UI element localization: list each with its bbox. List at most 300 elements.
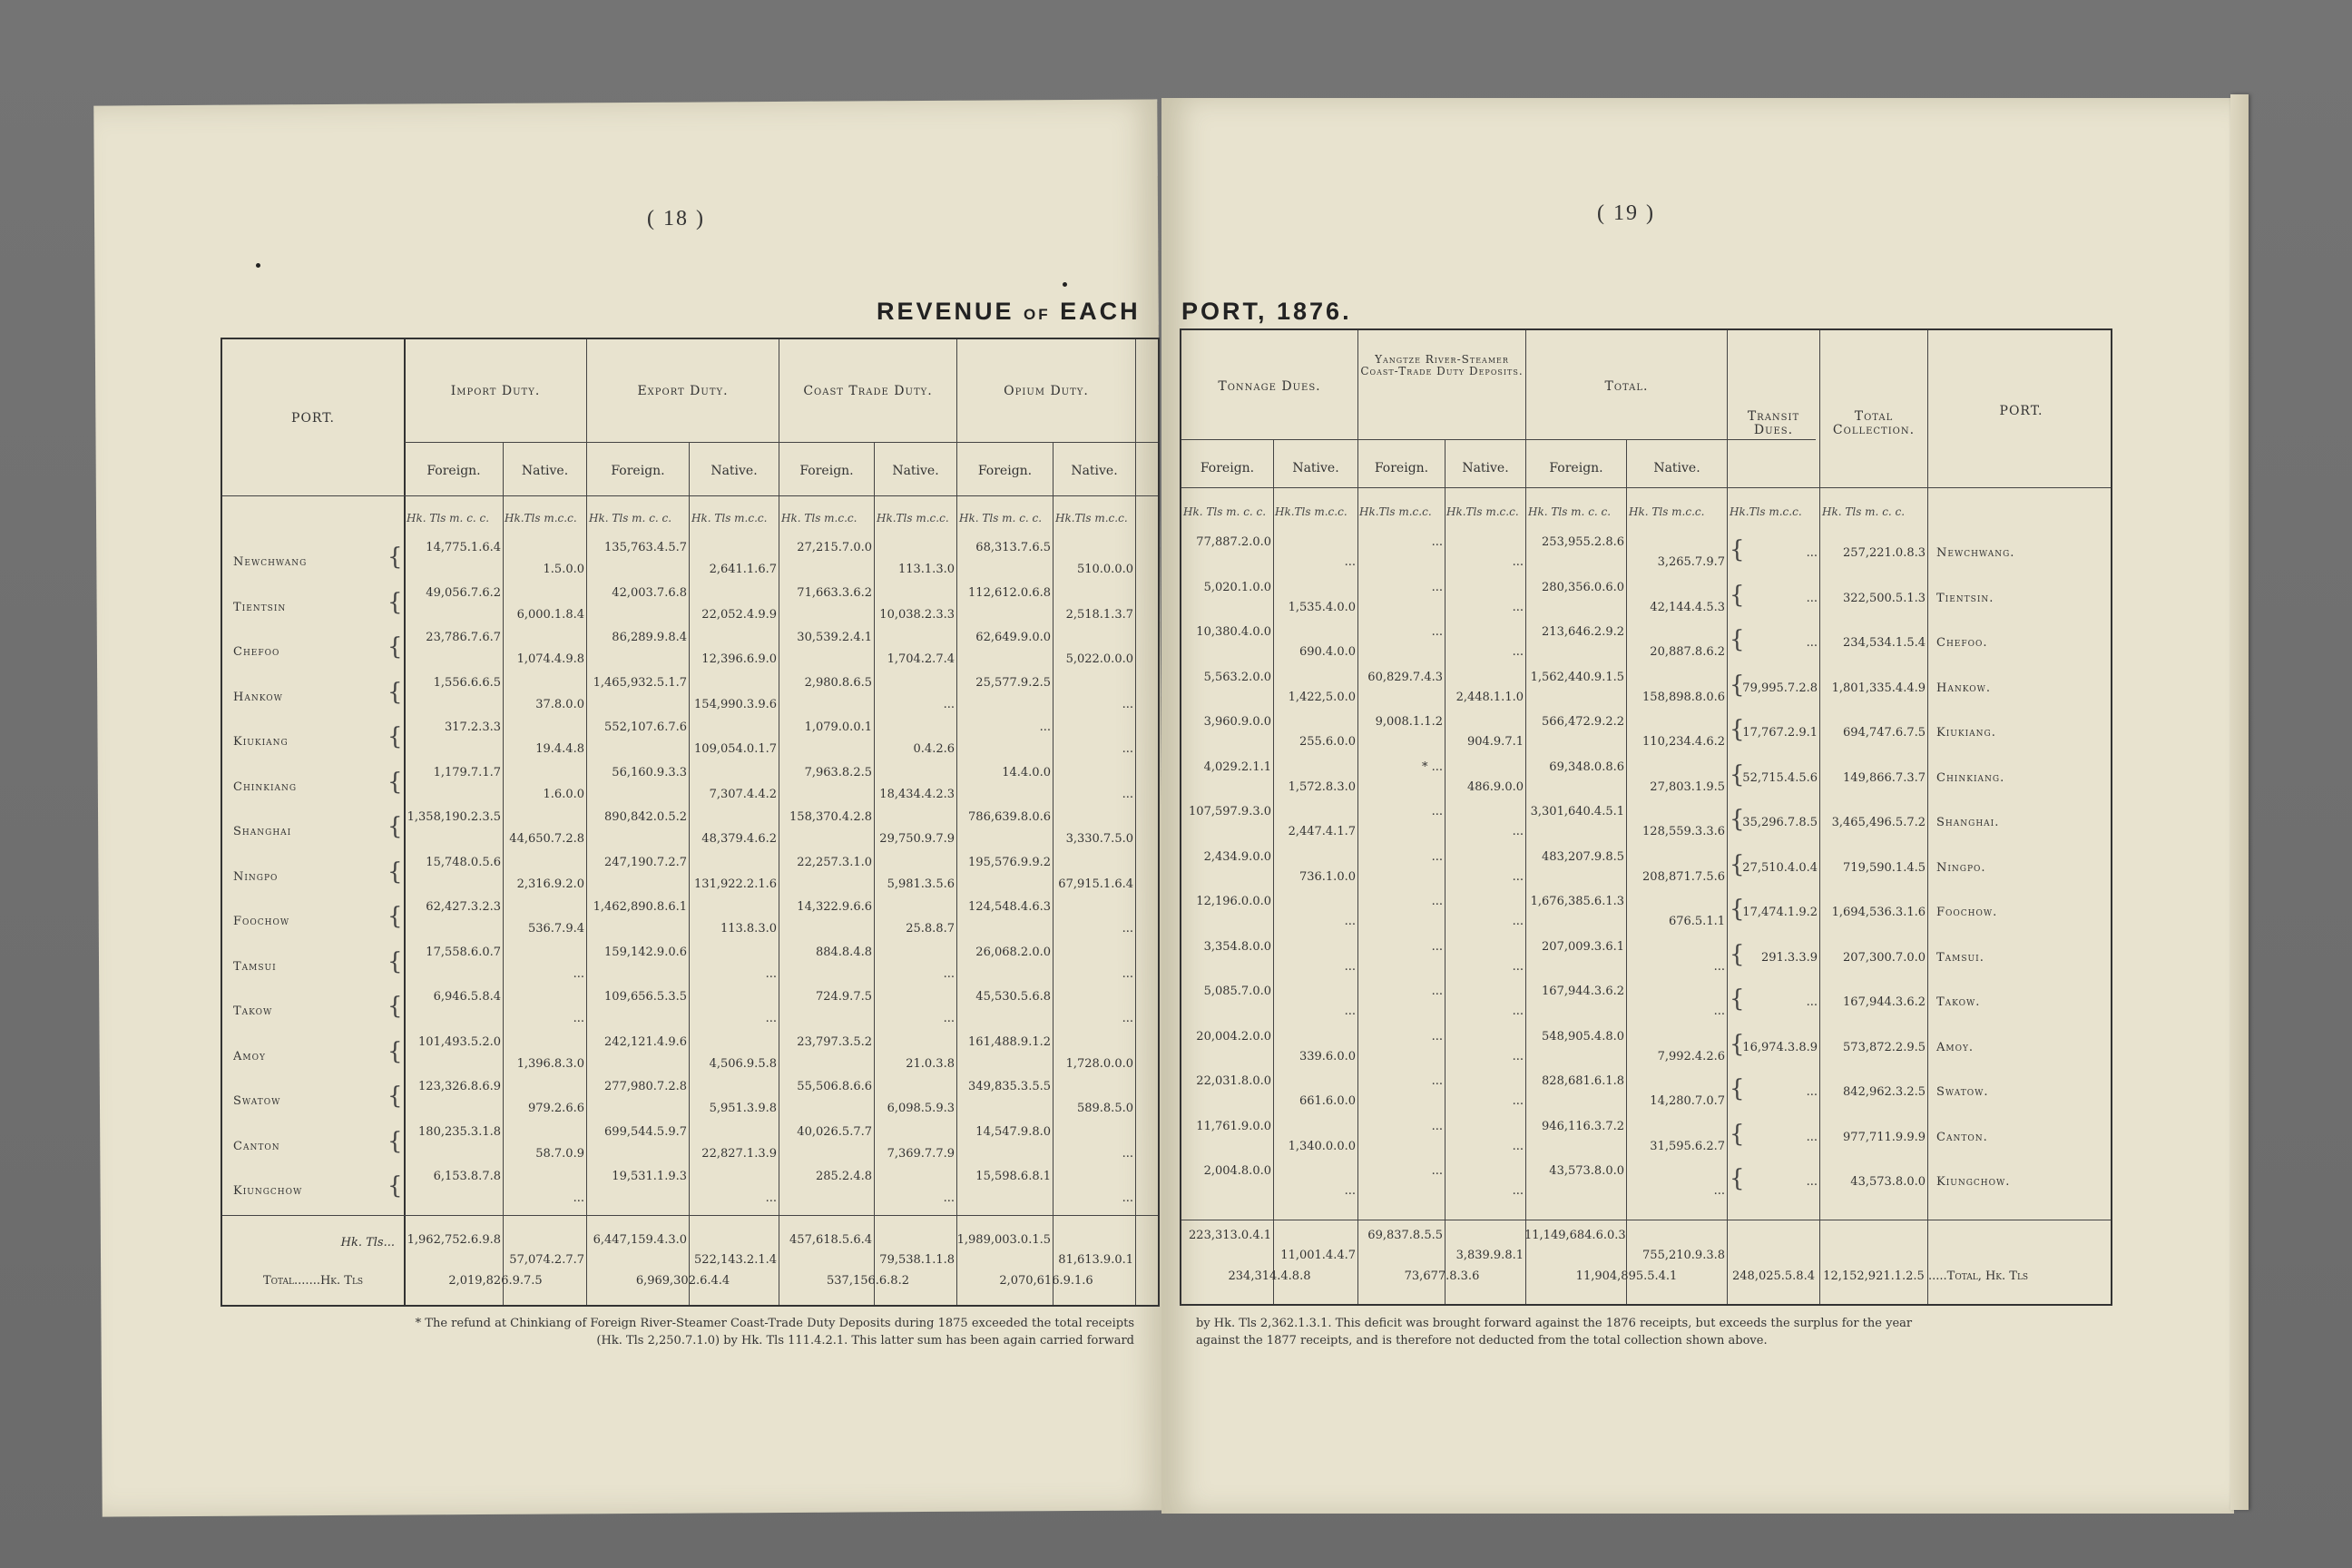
cell-value: 22,052.4.9.9 (701, 607, 777, 622)
cell-value: 161,488.9.1.2 (968, 1034, 1051, 1049)
row-brace: { (387, 678, 403, 706)
cell-value: 257,221.0.8.3 (1843, 546, 1926, 560)
cell-value: 4,506.9.5.8 (709, 1056, 777, 1071)
cell-value: 14,322.9.6.6 (797, 900, 872, 914)
cell-value: 4,029.2.1.1 (1203, 760, 1271, 774)
cell-value: 724.9.7.5 (815, 990, 872, 1004)
port-name: Canton (233, 1139, 280, 1153)
cell-value: ... (1431, 1164, 1443, 1178)
cell-value: ... (943, 966, 955, 981)
cell-value: 14,547.9.8.0 (975, 1124, 1051, 1139)
sub-yangtze-native: Native. (1462, 461, 1509, 475)
header-port-right: PORT. (1999, 404, 2043, 418)
cell-value: 552,107.6.7.6 (604, 720, 687, 734)
cell-value: 676.5.1.1 (1668, 915, 1725, 928)
header-import-duty: Import Duty. (450, 384, 541, 398)
port-name: Tamsui (233, 959, 277, 974)
port-name: Amoy. (1936, 1040, 1975, 1054)
cell-value: 234,534.1.5.4 (1843, 636, 1926, 650)
cell-value: 573,872.2.9.5 (1843, 1040, 1926, 1054)
port-name: Chefoo (233, 645, 280, 659)
cell-value: 1,422,5.0.0 (1288, 690, 1356, 704)
title-right: PORT, 1876. (1181, 298, 1352, 325)
cell-value: 1.5.0.0 (543, 563, 584, 576)
port-name: Canton. (1936, 1130, 1988, 1144)
cell-value: ... (765, 966, 777, 981)
cell-value: 242,121.4.9.6 (604, 1034, 687, 1049)
cell-value: 9,008.1.1.2 (1375, 715, 1443, 729)
cell-value: ... (1122, 787, 1133, 801)
cell-value: 339.6.0.0 (1298, 1049, 1356, 1063)
cell-value: 22,827.1.3.9 (701, 1146, 777, 1161)
title-word-each: EACH (1060, 298, 1141, 325)
cell-value: 2,004.8.0.0 (1203, 1164, 1271, 1178)
grand-total-value: 537,156.6.8.2 (827, 1274, 909, 1288)
cell-value: 113.8.3.0 (720, 922, 777, 936)
cell-value: 149,866.7.3.7 (1843, 770, 1926, 785)
cell-value: 1,340.0.0.0 (1288, 1139, 1356, 1153)
cell-value: ... (573, 1191, 584, 1205)
unit-label: Hk.Tls m.c.c. (1055, 512, 1128, 524)
cell-value: 7,369.7.7.9 (887, 1146, 955, 1161)
cell-value: 1,728.0.0.0 (1065, 1056, 1133, 1071)
cell-value: ... (1344, 1184, 1356, 1198)
cell-value: 2,316.9.2.0 (516, 877, 584, 891)
cell-value: 23,786.7.6.7 (426, 631, 501, 644)
left-page-number: ( 18 ) (647, 207, 705, 230)
cell-value: 25,577.9.2.5 (975, 675, 1051, 690)
port-name: Ningpo. (1936, 860, 1986, 875)
cell-value: 17,474.1.9.2 (1742, 906, 1818, 919)
cell-value: 19.4.4.8 (535, 742, 584, 756)
cell-value: 48,379.4.6.2 (701, 832, 777, 846)
cell-value: 49,056.7.6.2 (426, 585, 501, 600)
hk-total-value: 522,143.2.1.4 (694, 1253, 777, 1267)
cell-value: ... (1431, 985, 1443, 998)
port-name: Kiungchow. (1936, 1175, 2011, 1189)
sub-export-foreign: Foreign. (611, 464, 665, 478)
row-brace: { (1730, 716, 1745, 743)
cell-value: 10,038.2.3.3 (879, 607, 955, 622)
total-label: Total.......Hk. Tls (263, 1274, 364, 1288)
cell-value: 16,974.3.8.9 (1742, 1040, 1818, 1054)
hk-total-value: 69,837.8.5.5 (1367, 1229, 1443, 1242)
cell-value: 12,396.6.9.0 (701, 652, 777, 666)
cell-value: 1,465,932.5.1.7 (593, 675, 687, 690)
cell-value: * ... (1421, 760, 1443, 774)
cell-value: 536.7.9.4 (527, 922, 584, 936)
cell-value: 30,539.2.4.1 (797, 631, 872, 644)
header-total: Total. (1604, 379, 1649, 394)
cell-value: ... (1512, 869, 1524, 884)
cell-value: 14,280.7.0.7 (1650, 1094, 1725, 1108)
hk-total-value: 79,538.1.1.8 (879, 1253, 955, 1267)
cell-value: ... (573, 1012, 584, 1025)
cell-value: ... (1512, 555, 1524, 569)
cell-value: 979.2.6.6 (527, 1102, 584, 1115)
row-brace: { (387, 993, 403, 1020)
row-brace: { (1730, 760, 1745, 789)
cell-value: 195,576.9.9.2 (968, 855, 1051, 869)
page-stack-edge (2230, 94, 2249, 1510)
cell-value: 7,992.4.2.6 (1657, 1049, 1725, 1063)
title-word-of: OF (1024, 306, 1051, 323)
port-name: Tientsin. (1936, 591, 1994, 605)
cell-value: ... (1806, 995, 1818, 1009)
cell-value: 135,763.4.5.7 (604, 541, 687, 554)
cell-value: ... (1122, 1012, 1133, 1025)
sub-export-native: Native. (710, 464, 758, 478)
cell-value: ... (1431, 805, 1443, 818)
cell-value: 6,098.5.9.3 (887, 1102, 955, 1115)
port-name: Newchwang. (1936, 546, 2015, 560)
cell-value: 42,003.7.6.8 (612, 585, 687, 600)
port-name: Swatow (233, 1094, 281, 1108)
cell-value: 107,597.9.3.0 (1189, 805, 1271, 818)
sub-coast-foreign: Foreign. (799, 464, 854, 478)
cell-value: 158,370.4.2.8 (789, 810, 872, 824)
cell-value: ... (1344, 1004, 1356, 1018)
cell-value: 113.1.3.0 (897, 563, 955, 576)
hk-total-value: 223,313.0.4.1 (1189, 1229, 1271, 1242)
hk-label: Hk. Tls... (340, 1236, 395, 1250)
cell-value: 19,531.1.9.3 (612, 1170, 687, 1183)
cell-value: 213,646.2.9.2 (1542, 625, 1624, 639)
unit-label: Hk. Tls m.c.c. (781, 512, 858, 524)
unit-label: Hk. Tls m.c.c. (691, 512, 768, 524)
row-brace: { (387, 723, 403, 750)
cell-value: 27,510.4.0.4 (1742, 860, 1818, 875)
cell-value: ... (943, 1012, 955, 1025)
unit-label: Hk. Tls m.c.c. (1629, 505, 1705, 518)
port-name: Ningpo (233, 869, 279, 884)
cell-value: 112,612.0.6.8 (968, 585, 1051, 600)
cell-value: 15,598.6.8.1 (975, 1170, 1051, 1183)
footnote-right (1196, 1316, 2013, 1350)
grand-total-value: 248,025.5.8.4 (1732, 1269, 1815, 1283)
cell-value: ... (1512, 915, 1524, 928)
port-name: Takow (233, 1004, 273, 1018)
cell-value: 124,548.4.6.3 (968, 900, 1051, 914)
row-brace: { (1730, 940, 1745, 968)
row-brace: { (1730, 1120, 1745, 1148)
hk-total-value: 57,074.2.7.7 (509, 1253, 584, 1267)
sub-coast-native: Native. (892, 464, 939, 478)
cell-value: 1,462,890.8.6.1 (593, 900, 687, 914)
cell-value: ... (1806, 1175, 1818, 1189)
sub-yangtze-foreign: Foreign. (1374, 461, 1429, 475)
cell-value: 247,190.7.2.7 (604, 855, 687, 869)
cell-value: ... (1431, 535, 1443, 549)
cell-value: 20,887.8.6.2 (1650, 645, 1725, 659)
header-yangtze-deposits: Yangtze River-Steamer Coast-Trade Duty Deposits. (1360, 353, 1524, 378)
ink-speck (1063, 282, 1067, 287)
cell-value: ... (1512, 600, 1524, 614)
cell-value: ... (1431, 580, 1443, 594)
cell-value: ... (765, 1012, 777, 1025)
cell-value: ... (1512, 1139, 1524, 1153)
row-brace: { (387, 1083, 403, 1110)
sub-tonnage-native: Native. (1292, 461, 1339, 475)
row-brace: { (387, 1127, 403, 1155)
port-name: Shanghai. (1936, 816, 2000, 829)
cell-value: 6,000.1.8.4 (516, 607, 584, 622)
row-brace: { (387, 1037, 403, 1065)
cell-value: 25.8.8.7 (906, 922, 955, 936)
cell-value: ... (1122, 922, 1133, 936)
cell-value: 977,711.9.9.9 (1843, 1130, 1926, 1144)
hk-total-value: 755,210.9.3.8 (1642, 1249, 1725, 1262)
cell-value: ... (1806, 1130, 1818, 1144)
cell-value: 253,955.2.8.6 (1542, 535, 1624, 549)
cell-value: ... (765, 1191, 777, 1205)
port-name: Foochow. (1936, 906, 1998, 919)
grand-total-value: 2,070,616.9.1.6 (999, 1274, 1093, 1288)
cell-value: 322,500.5.1.3 (1843, 591, 1926, 605)
row-brace: { (387, 1172, 403, 1200)
cell-value: 23,797.3.5.2 (797, 1034, 872, 1049)
cell-value: 22,257.3.1.0 (797, 855, 872, 869)
cell-value: 1,079.0.0.1 (804, 720, 872, 734)
left-revenue-table (220, 338, 1160, 1307)
row-brace: { (387, 544, 403, 571)
cell-value: 884.8.4.8 (815, 945, 872, 959)
cell-value: 158,898.8.0.6 (1642, 690, 1725, 704)
footnote-left-line-2: (Hk. Tls 2,250.7.1.0) by Hk. Tls 111.4.2.1. This latter sum has been again carried forward (596, 1333, 1134, 1348)
row-brace: { (1730, 1075, 1745, 1102)
cell-value: ... (1431, 895, 1443, 908)
cell-value: 68,313.7.6.5 (975, 541, 1051, 554)
cell-value: 349,835.3.5.5 (968, 1080, 1051, 1093)
cell-value: 131,922.2.1.6 (694, 877, 777, 891)
cell-value: ... (1512, 1004, 1524, 1018)
cell-value: 690.4.0.0 (1298, 645, 1356, 659)
cell-value: ... (1122, 742, 1133, 756)
row-brace: { (1730, 1030, 1745, 1058)
cell-value: 3,960.9.0.0 (1203, 715, 1271, 729)
cell-value: 2,448.1.1.0 (1455, 690, 1524, 704)
sub-tonnage-foreign: Foreign. (1200, 461, 1255, 475)
cell-value: ... (573, 966, 584, 981)
cell-value: ... (1122, 697, 1133, 711)
cell-value: 69,348.0.8.6 (1549, 760, 1624, 774)
cell-value: 55,506.8.6.6 (797, 1080, 872, 1093)
cell-value: ... (1806, 591, 1818, 605)
port-name: Hankow. (1936, 681, 1991, 695)
cell-value: 21.0.3.8 (906, 1056, 955, 1071)
cell-value: 207,300.7.0.0 (1843, 950, 1926, 965)
cell-value: 277,980.7.2.8 (604, 1080, 687, 1093)
ink-speck (256, 263, 260, 268)
cell-value: 285.2.4.8 (815, 1170, 872, 1183)
footnote-left (381, 1316, 1134, 1350)
cell-value: 17,558.6.0.7 (426, 945, 501, 959)
footnote-right-line-2: against the 1877 receipts, and is therefore not deducted from the total collection shown above. (1196, 1333, 1768, 1348)
port-name: Kiukiang. (1936, 726, 1996, 740)
cell-value: 3,354.8.0.0 (1203, 939, 1271, 954)
grand-total-value: 73,677.8.3.6 (1404, 1269, 1480, 1283)
row-brace: { (1730, 536, 1745, 564)
cell-value: 3,301,640.4.5.1 (1530, 805, 1624, 818)
grand-total-value: 12,152,921.1.2.5 (1823, 1269, 1925, 1283)
cell-value: 719,590.1.4.5 (1843, 860, 1926, 875)
cell-value: ... (1512, 1184, 1524, 1198)
title-left (877, 298, 1141, 326)
cell-value: ... (1512, 1094, 1524, 1108)
hk-total-value: 6,447,159.4.3.0 (593, 1233, 687, 1247)
cell-value: 62,649.9.0.0 (975, 631, 1051, 644)
cell-value: ... (1431, 1074, 1443, 1088)
cell-value: 67,915.1.6.4 (1058, 877, 1133, 891)
sub-total-foreign: Foreign. (1549, 461, 1603, 475)
cell-value: 110,234.4.6.2 (1642, 735, 1725, 749)
cell-value: 1,556.6.6.5 (433, 675, 501, 690)
cell-value: 58.7.0.9 (535, 1146, 584, 1161)
cell-value: 842,962.3.2.5 (1843, 1085, 1926, 1099)
cell-value: ... (1344, 959, 1356, 974)
unit-label: Hk.Tls m.c.c. (1730, 505, 1802, 518)
cell-value: 22,031.8.0.0 (1196, 1074, 1271, 1088)
cell-value: 20,004.2.0.0 (1196, 1029, 1271, 1044)
header-export-duty: Export Duty. (637, 384, 729, 398)
unit-label: Hk.Tls m.c.c. (1275, 505, 1348, 518)
unit-label: Hk. Tls m. c. c. (1528, 505, 1612, 518)
cell-value: 1,358,190.2.3.5 (407, 810, 501, 824)
cell-value: 26,068.2.0.0 (975, 945, 1051, 959)
sub-opium-native: Native. (1071, 464, 1118, 478)
cell-value: 280,356.0.6.0 (1542, 580, 1624, 594)
cell-value: 167,944.3.6.2 (1843, 995, 1926, 1009)
title-word-revenue: REVENUE (877, 298, 1014, 325)
cell-value: 43,573.8.0.0 (1850, 1175, 1926, 1189)
row-brace: { (387, 588, 403, 616)
cell-value: 2,641.1.6.7 (709, 563, 777, 576)
row-brace: { (387, 768, 403, 796)
cell-value: 6,946.5.8.4 (433, 990, 501, 1004)
unit-label: Hk. Tls m. c. c. (407, 512, 490, 524)
cell-value: 60,829.7.4.3 (1367, 670, 1443, 684)
cell-value: 27,803.1.9.5 (1650, 779, 1725, 794)
grand-total-value: 234,314.4.8.8 (1228, 1269, 1311, 1283)
port-name: Hankow (233, 690, 283, 704)
cell-value: ... (1344, 555, 1356, 569)
cell-value: ... (1344, 915, 1356, 928)
cell-value: 12,196.0.0.0 (1196, 895, 1271, 908)
cell-value: 10,380.4.0.0 (1196, 625, 1271, 639)
cell-value: 3,265.7.9.7 (1657, 555, 1725, 569)
cell-value: 904.9.7.1 (1466, 735, 1524, 749)
cell-value: 208,871.7.5.6 (1642, 869, 1725, 884)
unit-label: Hk.Tls m.c.c. (1359, 505, 1432, 518)
row-brace: { (1730, 850, 1745, 878)
sub-total-native: Native. (1653, 461, 1700, 475)
cell-value: 736.1.0.0 (1298, 869, 1356, 884)
cell-value: 1,074.4.9.8 (516, 652, 584, 666)
cell-value: 699,544.5.9.7 (604, 1124, 687, 1139)
row-brace: { (387, 633, 403, 661)
cell-value: 86,289.9.8.4 (612, 631, 687, 644)
cell-value: 890,842.0.5.2 (604, 810, 687, 824)
cell-value: 946,116.3.7.2 (1542, 1119, 1624, 1133)
cell-value: 1,562,440.9.1.5 (1530, 670, 1624, 684)
cell-value: 62,427.3.2.3 (426, 900, 501, 914)
cell-value: 101,493.5.2.0 (418, 1034, 501, 1049)
row-brace: { (387, 813, 403, 840)
cell-value: 317.2.3.3 (444, 720, 501, 734)
cell-value: 5,563.2.0.0 (1203, 670, 1271, 684)
unit-label: Hk. Tls m. c. c. (959, 512, 1043, 524)
cell-value: 1,179.7.1.7 (433, 765, 501, 779)
port-name: Chinkiang (233, 779, 298, 794)
cell-value: 548,905.4.8.0 (1542, 1029, 1624, 1044)
cell-value: ... (1806, 546, 1818, 560)
cell-value: ... (1431, 1029, 1443, 1044)
cell-value: 18,434.4.2.3 (879, 787, 955, 801)
hk-total-value: 457,618.5.6.4 (789, 1233, 872, 1247)
cell-value: ... (1713, 959, 1725, 974)
cell-value: 123,326.8.6.9 (418, 1080, 501, 1093)
grand-total-value: 11,904,895.5.4.1 (1575, 1269, 1678, 1283)
right-page-number: ( 19 ) (1597, 201, 1655, 225)
sub-import-native: Native. (521, 464, 569, 478)
port-name: Tamsui. (1936, 950, 1984, 965)
port-name: Kiukiang (233, 735, 289, 749)
cell-value: ... (943, 1191, 955, 1205)
cell-value: ... (1431, 849, 1443, 864)
cell-value: 45,530.5.6.8 (975, 990, 1051, 1004)
cell-value: 35,296.7.8.5 (1742, 816, 1818, 829)
total-label-right: .....Total, Hk. Tls (1928, 1269, 2029, 1283)
unit-label: Hk. Tls m. c. c. (1183, 505, 1267, 518)
cell-value: 7,963.8.2.5 (804, 765, 872, 779)
hk-total-value: 11,149,684.6.0.3 (1524, 1229, 1626, 1242)
cell-value: 694,747.6.7.5 (1843, 726, 1926, 740)
cell-value: ... (1713, 1184, 1725, 1198)
cell-value: 71,663.3.6.2 (797, 585, 872, 600)
cell-value: 1,801,335.4.4.9 (1831, 681, 1926, 695)
cell-value: ... (1431, 939, 1443, 954)
cell-value: 79,995.7.2.8 (1742, 681, 1818, 695)
cell-value: 486.9.0.0 (1466, 779, 1524, 794)
cell-value: ... (1806, 636, 1818, 650)
cell-value: 1.6.0.0 (543, 787, 584, 801)
cell-value: 42,144.4.5.3 (1650, 600, 1725, 614)
cell-value: 27,215.7.0.0 (797, 541, 872, 554)
header-total-collection: Total Collection. (1832, 409, 1916, 438)
port-name: Chinkiang. (1936, 770, 2005, 785)
row-brace: { (387, 903, 403, 930)
header-opium-duty: Opium Duty. (1004, 384, 1089, 398)
footnote-left-line-1: * The refund at Chinkiang of Foreign River-Steamer Coast-Trade Duty Deposits during 1875 exceeded the total receipts (415, 1317, 1134, 1330)
sub-opium-foreign: Foreign. (977, 464, 1033, 478)
cell-value: ... (1512, 1049, 1524, 1063)
cell-value: 14.4.0.0 (1002, 765, 1051, 779)
port-name: Newchwang (233, 555, 308, 569)
header-coast-trade-duty: Coast Trade Duty. (803, 384, 933, 398)
cell-value: 159,142.9.0.6 (604, 945, 687, 959)
header-tonnage-dues: Tonnage Dues. (1218, 379, 1321, 394)
cell-value: 5,020.1.0.0 (1203, 580, 1271, 594)
cell-value: 109,656.5.3.5 (604, 990, 687, 1004)
cell-value: 109,054.0.1.7 (694, 742, 777, 756)
cell-value: 483,207.9.8.5 (1542, 849, 1624, 864)
cell-value: 2,434.9.0.0 (1203, 849, 1271, 864)
cell-value: ... (1512, 645, 1524, 659)
port-name: Swatow. (1936, 1085, 1989, 1099)
port-name: Foochow (233, 915, 290, 928)
port-name: Tientsin (233, 600, 287, 614)
cell-value: ... (1806, 1085, 1818, 1099)
